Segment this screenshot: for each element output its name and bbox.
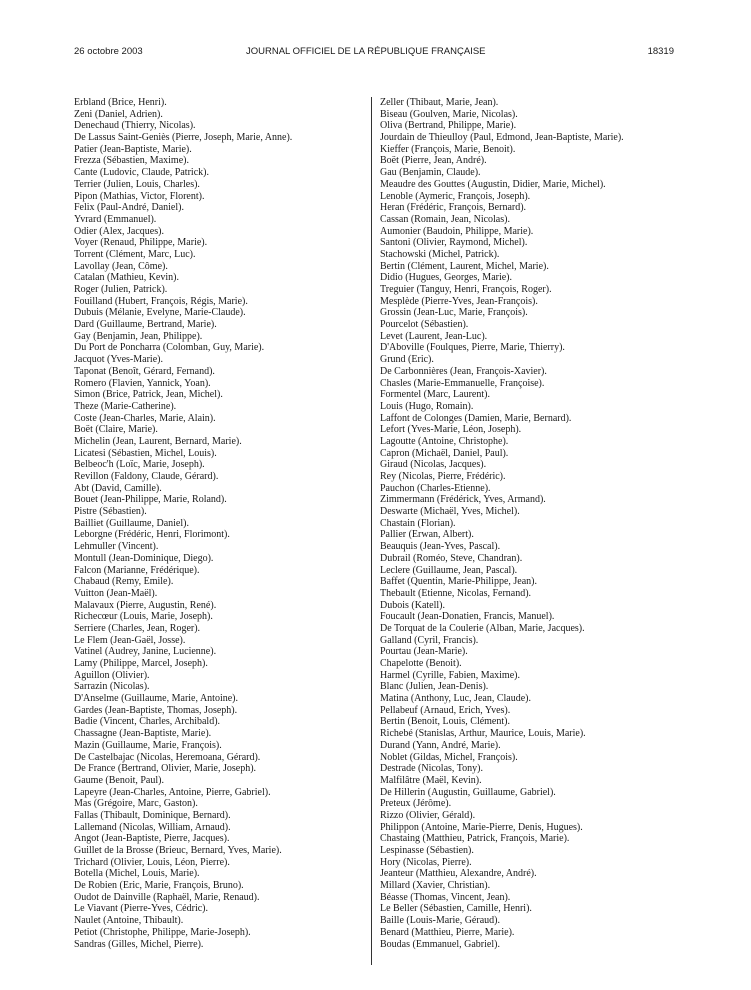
name-entry: Dubuis (Mélanie, Evelyne, Marie-Claude). — [74, 307, 246, 319]
name-entry: Leborgne (Frédéric, Henri, Florimont). — [74, 529, 230, 541]
name-entry: Zimmermann (Frédérick, Yves, Armand). — [380, 494, 546, 506]
name-entry: Jourdain de Thieulloy (Paul, Edmond, Jean-Baptiste, Marie). — [380, 132, 624, 144]
name-entry: Bouet (Jean-Philippe, Marie, Roland). — [74, 494, 227, 506]
name-entry: Le Flem (Jean-Gaël, Josse). — [74, 634, 186, 646]
name-entry: Yvrard (Emmanuel). — [74, 213, 157, 225]
name-entry: Simon (Brice, Patrick, Jean, Michel). — [74, 389, 223, 401]
name-entry: Destrade (Nicolas, Tony). — [380, 763, 483, 775]
name-entry: Galland (Cyril, Francis). — [380, 634, 479, 646]
name-entry: Rey (Nicolas, Pierre, Frédéric). — [380, 471, 506, 482]
name-entry: Serriere (Charles, Jean, Roger). — [74, 622, 201, 634]
name-entry: Gay (Benjamin, Jean, Philippe). — [74, 330, 203, 342]
name-entry: Chabaud (Remy, Emile). — [74, 576, 174, 588]
name-entry: Dard (Guillaume, Bertrand, Marie). — [74, 319, 217, 331]
name-entry: Felix (Paul-André, Daniel). — [74, 202, 184, 214]
name-entry: Michelin (Jean, Laurent, Bernard, Marie). — [74, 435, 242, 447]
name-entry: Boudas (Emmanuel, Gabriel). — [380, 938, 500, 950]
name-entry: Le Beller (Sébastien, Camille, Henri). — [380, 903, 532, 915]
name-entry: Erbland (Brice, Henri). — [74, 97, 167, 108]
name-entry: Levet (Laurent, Jean-Luc). — [380, 330, 488, 342]
name-entry: Gau (Benjamin, Claude). — [380, 167, 481, 179]
name-entry: Didio (Hugues, Georges, Marie). — [380, 272, 513, 284]
name-entry: Rizzo (Olivier, Gérald). — [380, 809, 476, 821]
name-entry: Jacquot (Yves-Marie). — [74, 354, 163, 366]
name-entry: Mas (Grégoire, Marc, Gaston). — [74, 798, 198, 810]
left-name-column — [74, 97, 364, 950]
name-entry: Baille (Louis-Marie, Géraud). — [380, 915, 500, 927]
name-entry: Bertin (Clément, Laurent, Michel, Marie). — [380, 260, 549, 272]
name-entry: De Hillerin (Augustin, Guillaume, Gabriel). — [380, 786, 556, 798]
name-entry: Deswarte (Michaël, Yves, Michel). — [380, 506, 520, 518]
name-entry: Pourtau (Jean-Marie). — [380, 646, 468, 658]
journal-title: JOURNAL OFFICIEL DE LA RÉPUBLIQUE FRANÇAISE — [246, 46, 486, 57]
name-entry: Philippon (Antoine, Marie-Pierre, Denis, Hugues). — [380, 821, 583, 833]
name-entry: Benard (Matthieu, Pierre, Marie). — [380, 926, 515, 938]
name-entry: De France (Bertrand, Olivier, Marie, Joseph). — [74, 763, 257, 775]
name-entry: Mesplède (Pierre-Yves, Jean-François). — [380, 295, 538, 307]
name-entry: D'Aboville (Foulques, Pierre, Marie, Thierry). — [380, 342, 565, 354]
name-entry: Revillon (Faldony, Claude, Gérard). — [74, 471, 219, 482]
name-entry: Chapelotte (Benoit). — [380, 658, 462, 669]
name-entry: Chassagne (Jean-Baptiste, Marie). — [74, 728, 212, 740]
name-entry: Malfilâtre (Maël, Kevin). — [380, 774, 482, 786]
name-entry: Romero (Flavien, Yannick, Yoan). — [74, 377, 211, 389]
name-entry: Hory (Nicolas, Pierre). — [380, 856, 472, 868]
name-entry: Lagoutte (Antoine, Christophe). — [380, 435, 509, 447]
name-entry: Vuitton (Jean-Maël). — [74, 587, 158, 599]
name-entry: Botella (Michel, Louis, Marie). — [74, 868, 200, 880]
name-entry: Jeanteur (Matthieu, Alexandre, André). — [380, 868, 537, 880]
name-entry: Fallas (Thibault, Dominique, Bernard). — [74, 809, 231, 821]
name-entry: Formentel (Marc, Laurent). — [380, 389, 490, 401]
name-entry: Frezza (Sébastien, Maxime). — [74, 155, 189, 167]
name-entry: Fouilland (Hubert, François, Régis, Marie). — [74, 295, 248, 307]
name-entry: Aumonier (Baudoin, Philippe, Marie). — [380, 225, 534, 237]
name-entry: Licatesi (Sébastien, Michel, Louis). — [74, 447, 217, 459]
name-entry: Trichard (Olivier, Louis, Léon, Pierre). — [74, 856, 230, 868]
name-entry: Biseau (Goulven, Marie, Nicolas). — [380, 108, 518, 120]
name-entry: Oliva (Bertrand, Philippe, Marie). — [380, 120, 517, 132]
name-entry: Vatinel (Audrey, Janine, Lucienne). — [74, 646, 217, 658]
right-name-column — [380, 97, 680, 950]
name-entry: Santoni (Olivier, Raymond, Michel). — [380, 237, 528, 249]
name-entry: Theze (Marie-Catherine). — [74, 400, 177, 412]
name-entry: Louis (Hugo, Romain). — [380, 400, 474, 412]
name-entry: Kieffer (François, Marie, Benoit). — [380, 143, 516, 155]
name-entry: De Carbonnières (Jean, François-Xavier). — [380, 365, 547, 377]
name-entry: Pauchon (Charles-Etienne). — [380, 482, 491, 494]
name-entry: Pistre (Sébastien). — [74, 506, 147, 518]
name-entry: Denechaud (Thierry, Nicolas). — [74, 120, 196, 132]
name-entry: Oudot de Dainville (Raphaël, Marie, Renaud). — [74, 891, 260, 903]
name-entry: Gardes (Jean-Baptiste, Thomas, Joseph). — [74, 704, 238, 716]
name-entry: Aguillon (Olivier). — [74, 669, 150, 681]
name-entry: Foucault (Jean-Donatien, Francis, Manuel). — [380, 611, 555, 623]
name-entry: Torrent (Clément, Marc, Luc). — [74, 248, 196, 260]
name-entry: Roger (Julien, Patrick). — [74, 284, 168, 295]
name-entry: Sarrazin (Nicolas). — [74, 681, 150, 693]
page-number: 18319 — [647, 46, 674, 57]
name-entry: Lamy (Philippe, Marcel, Joseph). — [74, 658, 208, 669]
publication-date: 26 octobre 2003 — [74, 46, 143, 57]
name-entry: Giraud (Nicolas, Jacques). — [380, 459, 487, 471]
name-entry: Grossin (Jean-Luc, Marie, François). — [380, 307, 528, 319]
name-entry: Bertin (Benoit, Louis, Clément). — [380, 716, 510, 728]
name-entry: Zeni (Daniel, Adrien). — [74, 108, 163, 120]
name-entry: Taponat (Benoît, Gérard, Fernand). — [74, 365, 215, 377]
name-entry: Chastaing (Matthieu, Patrick, François, Marie). — [380, 833, 570, 845]
name-entry: Badie (Vincent, Charles, Archibald). — [74, 716, 221, 728]
name-entry: Preteux (Jérôme). — [380, 798, 452, 810]
name-entry: Malavaux (Pierre, Augustin, René). — [74, 599, 217, 611]
name-entry: Harmel (Cyrille, Fabien, Maxime). — [380, 669, 520, 681]
name-entry: Boët (Claire, Marie). — [74, 424, 158, 436]
name-entry: Stachowski (Michel, Patrick). — [380, 248, 500, 260]
name-entry: Patier (Jean-Baptiste, Marie). — [74, 143, 192, 155]
name-entry: Lenoble (Aymeric, François, Joseph). — [380, 190, 531, 202]
name-entry: Capron (Michaël, Daniel, Paul). — [380, 447, 509, 459]
name-entry: Béasse (Thomas, Vincent, Jean). — [380, 891, 511, 903]
name-entry: Lefort (Yves-Marie, Léon, Joseph). — [380, 424, 522, 436]
name-entry: De Lassus Saint-Geniès (Pierre, Joseph, Marie, Anne). — [74, 132, 293, 144]
name-entry: Matina (Anthony, Luc, Jean, Claude). — [380, 693, 531, 705]
name-entry: Thebault (Etienne, Nicolas, Fernand). — [380, 587, 532, 599]
name-entry: Noblet (Gildas, Michel, François). — [380, 751, 518, 763]
name-entry: Chasles (Marie-Emmanuelle, Françoise). — [380, 377, 545, 389]
name-entry: Odier (Alex, Jacques). — [74, 225, 164, 237]
name-entry: Richecœur (Louis, Marie, Joseph). — [74, 611, 213, 623]
name-entry: Millard (Xavier, Christian). — [380, 880, 491, 892]
name-entry: Voyer (Renaud, Philippe, Marie). — [74, 237, 208, 249]
name-entry: Heran (Frédéric, François, Bernard). — [380, 202, 527, 214]
name-entry: Guillet de la Brosse (Brieuc, Bernard, Yves, Marie). — [74, 845, 282, 856]
name-entry: Angot (Jean-Baptiste, Pierre, Jacques). — [74, 833, 230, 845]
name-entry: Cassan (Romain, Jean, Nicolas). — [380, 213, 510, 225]
name-entry: Richebé (Stanislas, Arthur, Maurice, Louis, Marie). — [380, 728, 586, 740]
name-entry: Chastain (Florian). — [380, 517, 456, 529]
name-entry: Cante (Ludovic, Claude, Patrick). — [74, 167, 209, 179]
name-entry: Pallier (Erwan, Albert). — [380, 529, 474, 541]
name-entry: Mazin (Guillaume, Marie, François). — [74, 739, 222, 751]
name-entry: Grund (Eric). — [380, 354, 434, 366]
name-entry: Le Viavant (Pierre-Yves, Cédric). — [74, 903, 208, 915]
name-entry: Belbeoc'h (Loïc, Marie, Joseph). — [74, 459, 205, 471]
name-entry: Durand (Yann, André, Marie). — [380, 739, 501, 751]
name-entry: Baffet (Quentin, Marie-Philippe, Jean). — [380, 576, 537, 588]
name-entry: Lavollay (Jean, Côme). — [74, 260, 168, 272]
name-entry: Laffont de Colonges (Damien, Marie, Bernard). — [380, 412, 572, 424]
name-entry: Treguier (Tanguy, Henri, François, Roger). — [380, 284, 552, 295]
name-entry: Lapeyre (Jean-Charles, Antoine, Pierre, Gabriel). — [74, 786, 271, 798]
column-divider — [371, 97, 372, 965]
name-entry: Gaume (Benoit, Paul). — [74, 774, 164, 786]
name-entry: Leclere (Guillaume, Jean, Pascal). — [380, 564, 518, 576]
name-entry: Pipon (Mathias, Victor, Florent). — [74, 190, 205, 202]
name-entry: De Torquat de la Coulerie (Alban, Marie, Jacques). — [380, 622, 585, 634]
name-entry: Boët (Pierre, Jean, André). — [380, 155, 487, 167]
name-entry: Lehmuller (Vincent). — [74, 541, 159, 553]
name-entry: De Castelbajac (Nicolas, Heremoana, Gérard). — [74, 751, 261, 763]
name-entry: Abt (David, Camille). — [74, 482, 162, 494]
name-entry: Catalan (Mathieu, Kevin). — [74, 272, 179, 284]
name-entry: D'Anselme (Guillaume, Marie, Antoine). — [74, 693, 238, 705]
name-entry: Naulet (Antoine, Thibault). — [74, 915, 184, 927]
name-entry: Zeller (Thibaut, Marie, Jean). — [380, 97, 499, 108]
name-entry: Blanc (Julien, Jean-Denis). — [380, 681, 489, 693]
name-entry: Meaudre des Gouttes (Augustin, Didier, Marie, Michel). — [380, 178, 606, 190]
name-entry: Dubois (Katell). — [380, 599, 445, 611]
name-entry: Terrier (Julien, Louis, Charles). — [74, 178, 200, 190]
name-entry: Lespinasse (Sébastien). — [380, 845, 474, 856]
name-entry: Sandras (Gilles, Michel, Pierre). — [74, 938, 204, 950]
name-entry: Bailliet (Guillaume, Daniel). — [74, 517, 189, 529]
name-entry: Montull (Jean-Dominique, Diego). — [74, 552, 214, 564]
name-entry: Lallemand (Nicolas, William, Arnaud). — [74, 821, 231, 833]
page-header — [74, 46, 674, 60]
name-entry: Pourcelot (Sébastien). — [380, 319, 469, 331]
name-entry: Falcon (Marianne, Frédérique). — [74, 564, 200, 576]
name-entry: De Robien (Eric, Marie, François, Bruno). — [74, 880, 244, 892]
name-entry: Du Port de Poncharra (Colomban, Guy, Marie). — [74, 342, 265, 354]
name-entry: Dubrail (Roméo, Steve, Chandran). — [380, 552, 523, 564]
name-entry: Pellabeuf (Arnaud, Erich, Yves). — [380, 704, 511, 716]
name-entry: Coste (Jean-Charles, Marie, Alain). — [74, 412, 216, 424]
name-entry: Beauquis (Jean-Yves, Pascal). — [380, 541, 501, 553]
name-entry: Petiot (Christophe, Philippe, Marie-Joseph). — [74, 926, 251, 938]
